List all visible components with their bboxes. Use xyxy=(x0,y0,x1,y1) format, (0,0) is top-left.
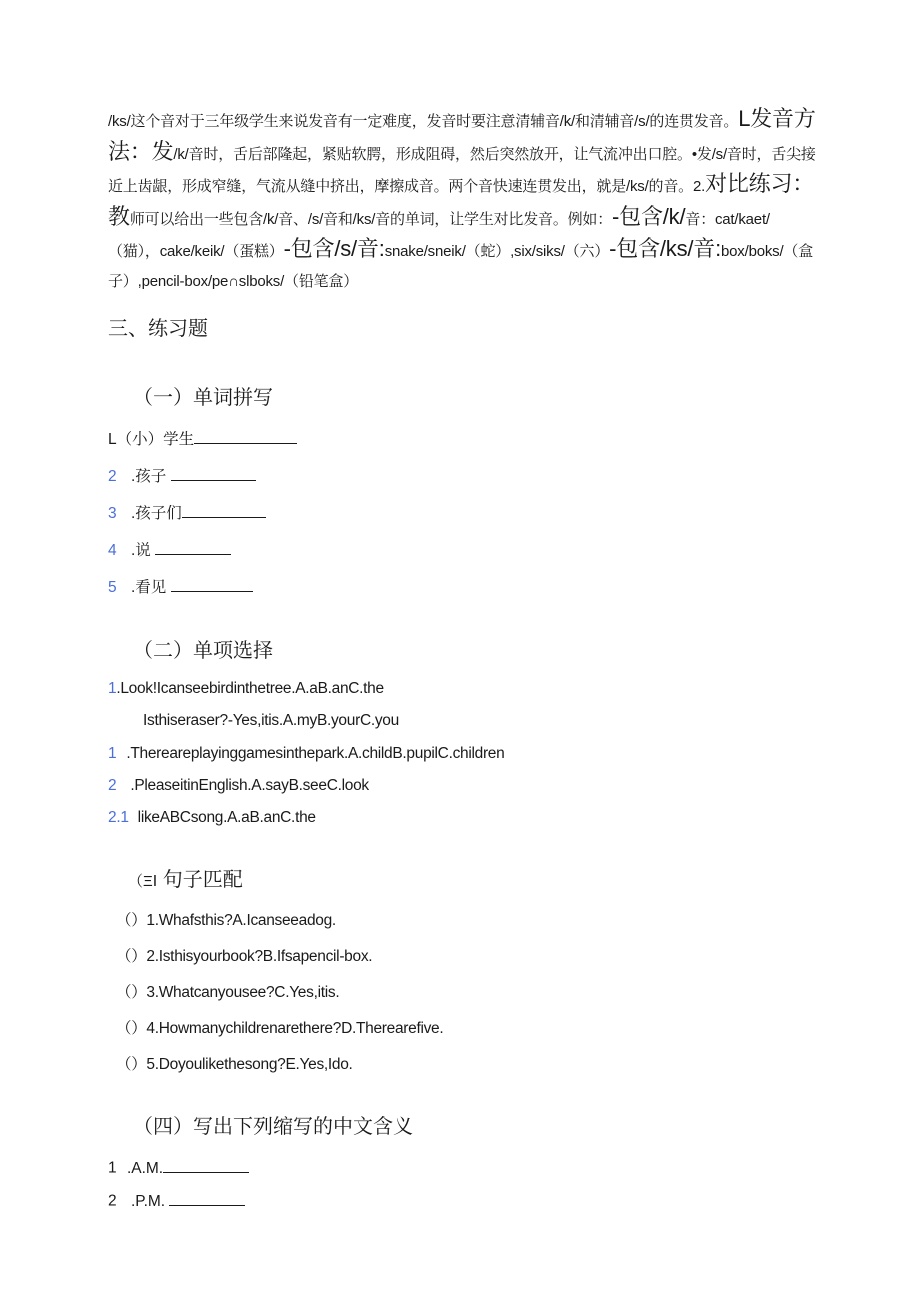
item-number: 3 xyxy=(108,505,117,522)
answer-blank[interactable] xyxy=(171,465,256,482)
part3-marker: （ΞⅠ xyxy=(128,873,158,890)
item-text: .孩子 xyxy=(130,468,167,485)
answer-blank[interactable] xyxy=(194,428,297,445)
spelling-item xyxy=(108,538,231,560)
item-text: likeABCsong.A.aB.anC.the xyxy=(137,809,316,826)
part2-title: （二）单项选择 xyxy=(133,640,273,662)
match-item: （）2.Isthisyourbook?B.Ifsapencil-box. xyxy=(116,948,373,965)
item-number: 1 xyxy=(108,680,117,697)
abbreviation-item xyxy=(108,1189,245,1211)
match-item: （）1.Whafsthis?A.Icanseeadog. xyxy=(116,912,336,929)
spelling-item xyxy=(108,427,297,449)
part1-title: （一）单词拼写 xyxy=(133,387,273,409)
intro-heading-s: -包含/s/音: xyxy=(283,236,385,261)
item-text: .A.M. xyxy=(126,1159,164,1177)
choice-item xyxy=(108,809,316,827)
item-text: .Look!Icanseebirdinthetree.A.aB.anC.the xyxy=(116,680,384,697)
intro-heading-k: -包含/k/ xyxy=(612,203,686,229)
answer-blank[interactable] xyxy=(182,502,266,519)
spelling-item xyxy=(108,464,256,486)
answer-blank[interactable] xyxy=(155,539,231,556)
item-number: 2 xyxy=(108,777,117,794)
spelling-item xyxy=(108,501,266,523)
intro-text-6: box/boks/（盒子）,pencil-box/pe∩slboks/（铅笔盒） xyxy=(108,243,814,290)
item-number: 1 xyxy=(108,745,117,762)
item-number: 4 xyxy=(108,542,117,559)
choice-item xyxy=(108,680,384,698)
item-text: .P.M. xyxy=(130,1192,166,1210)
item-text: .孩子们 xyxy=(130,505,182,522)
item-text: .PleaseitinEnglish.A.sayB.seeC.look xyxy=(130,777,369,794)
item-number: 2.1 xyxy=(108,809,129,826)
part3-title xyxy=(128,863,243,892)
intro-text-4: 音：cat/kaet/（猫），cake/keik/（蛋糕） xyxy=(108,210,770,260)
item-number: 2 xyxy=(108,1192,117,1210)
match-item: （）5.Doyoulikethesong?E.Yes,Ido. xyxy=(116,1056,353,1073)
intro-heading-compare: 对比练习：教 xyxy=(108,171,815,229)
answer-blank[interactable] xyxy=(163,1156,249,1173)
item-text: .说 xyxy=(130,542,151,559)
intro-heading-method: L发音方法：发 xyxy=(108,106,816,164)
match-item: （）3.Whatcanyousee?C.Yes,itis. xyxy=(116,984,340,1001)
part3-title-text: 句子匹配 xyxy=(162,869,243,891)
spelling-item xyxy=(108,575,253,597)
item-number: 1 xyxy=(108,1159,117,1177)
choice-item xyxy=(108,745,504,763)
choice-item xyxy=(108,777,369,795)
item-number: 2 xyxy=(108,468,117,485)
intro-paragraph xyxy=(108,104,818,296)
intro-text-2: /k/音时，舌后部隆起，紧贴软腭，形成阻碍，然后突然放开，让气流冲出口腔。•发/s/音时，舌尖接近上齿龈，形成窄缝，气流从缝中挤出，摩擦成音。两个音快速连贯发出，就是/ks/的音。2. xyxy=(108,145,816,195)
item-text: Isthiseraser?-Yes,itis.A.myB.yourC.you xyxy=(143,712,399,729)
abbreviation-item xyxy=(108,1156,249,1178)
item-text: .看见 xyxy=(130,579,167,596)
answer-blank[interactable] xyxy=(169,1189,245,1206)
intro-text-5: snake/sneik/（蛇）,six/siks/（六） xyxy=(384,243,610,260)
choice-item xyxy=(143,712,399,730)
item-text: L（小）学生 xyxy=(108,431,195,448)
intro-text-3: 师可以给出一些包含/k/音、/s/音和/ks/音的单词，让学生对比发音。例如： xyxy=(129,210,613,228)
section-title: 三、练习题 xyxy=(108,318,208,340)
answer-blank[interactable] xyxy=(171,576,253,593)
item-text: .Thereareplayinggamesinthepark.A.childB.pupilC.children xyxy=(126,745,505,762)
item-number: 5 xyxy=(108,579,117,596)
part4-title: （四）写出下列缩写的中文含义 xyxy=(133,1116,413,1138)
intro-text-1: /ks/这个音对于三年级学生来说发音有一定难度，发音时要注意清辅音/k/和清辅音/s/的连贯发音。 xyxy=(108,113,739,130)
intro-heading-ks: -包含/ks/音: xyxy=(609,236,722,261)
match-item: （）4.Howmanychildrenarethere?D.Therearefive. xyxy=(116,1020,444,1037)
